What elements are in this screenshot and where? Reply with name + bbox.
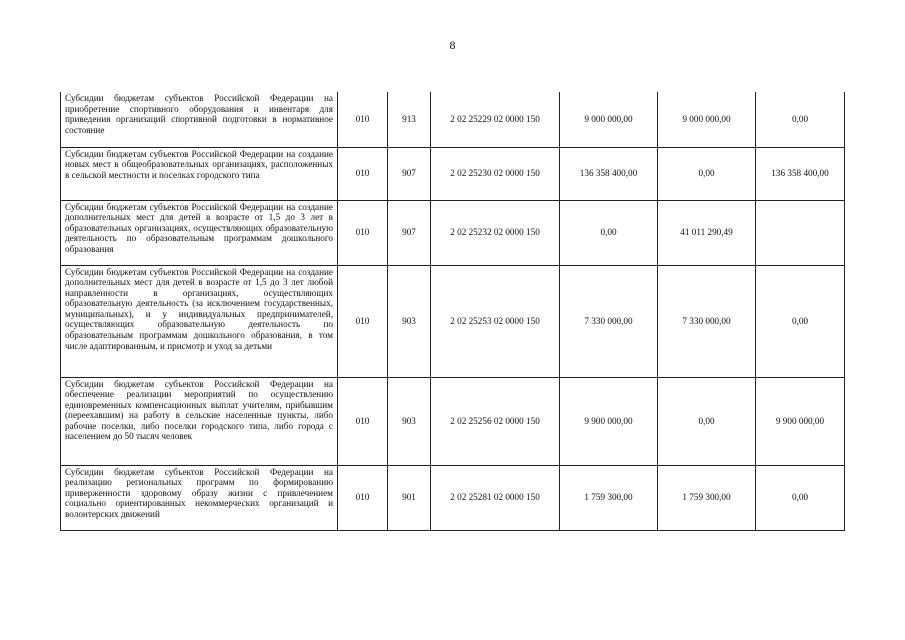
- classification-code: 2 02 25229 02 0000 150: [431, 92, 560, 147]
- classification-code: 2 02 25253 02 0000 150: [431, 265, 560, 377]
- row-description: Субсидии бюджетам субъектов Российской Федерации на обеспечение реализации мероприятий по осуществлению единовременных компенсационных выплат учителям, прибывшим (переехавшим) на работу в сельские населенные пункты, либо рабочие поселки, либо поселки городского типа, либо города с населением до 50 тысяч человек: [61, 377, 338, 465]
- amount-3: 0,00: [756, 92, 845, 147]
- table-row: [61, 200, 845, 265]
- table-row: [61, 92, 845, 147]
- admin-code: 901: [388, 465, 431, 530]
- amount-2: 1 759 300,00: [658, 465, 756, 530]
- row-description: Субсидии бюджетам субъектов Российской Федерации на приобретение спортивного оборудования и инвентаря для приведения организаций спортивной подготовки в нормативное состояние: [61, 92, 338, 147]
- table-row: [61, 265, 845, 377]
- classification-code: 2 02 25256 02 0000 150: [431, 377, 560, 465]
- amount-3: 9 900 000,00: [756, 377, 845, 465]
- classification-code: 2 02 25232 02 0000 150: [431, 200, 560, 265]
- amount-2: 0,00: [658, 377, 756, 465]
- amount-3: [756, 200, 845, 265]
- row-description: Субсидии бюджетам субъектов Российской Федерации на реализацию региональных программ по формированию приверженности здоровому образу жизни с привлечением социально ориентированных некоммерческих организаций и волонтерских движений: [61, 465, 338, 530]
- amount-1: 9 900 000,00: [560, 377, 658, 465]
- budget-table: [60, 92, 845, 531]
- amount-3: 136 358 400,00: [756, 147, 845, 200]
- row-description: Субсидии бюджетам субъектов Российской Федерации на создание новых мест в общеобразовательных организациях, расположенных в сельской местности и поселках городского типа: [61, 147, 338, 200]
- amount-1: 7 330 000,00: [560, 265, 658, 377]
- amount-1: 9 000 000,00: [560, 92, 658, 147]
- section-code: 010: [338, 265, 388, 377]
- admin-code: 907: [388, 147, 431, 200]
- table-row: [61, 465, 845, 530]
- classification-code: 2 02 25281 02 0000 150: [431, 465, 560, 530]
- row-description: Субсидии бюджетам субъектов Российской Федерации на создание дополнительных мест для детей в возрасте от 1,5 до 3 лет любой направленности в организациях, осуществляющих образовательную деятельность (за исключением государственных, муниципальных), и у индивидуальных предпринимателей, осуществляющих образовательную деятельность по образовательным программам дошкольного образования, в том числе адаптированным, и присмотр и уход за детьми: [61, 265, 338, 377]
- section-code: 010: [338, 147, 388, 200]
- admin-code: 913: [388, 92, 431, 147]
- table-row: [61, 377, 845, 465]
- amount-2: 41 011 290,49: [658, 200, 756, 265]
- admin-code: 903: [388, 265, 431, 377]
- classification-code: 2 02 25230 02 0000 150: [431, 147, 560, 200]
- amount-2: 0,00: [658, 147, 756, 200]
- page-number: 8: [449, 38, 456, 52]
- amount-3: 0,00: [756, 465, 845, 530]
- admin-code: 907: [388, 200, 431, 265]
- row-description: Субсидии бюджетам субъектов Российской Федерации на создание дополнительных мест для детей в возрасте от 1,5 до 3 лет в образовательных организациях, осуществляющих образовательную деятельность по образовательным программам дошкольного образования: [61, 200, 338, 265]
- section-code: 010: [338, 377, 388, 465]
- amount-1: 0,00: [560, 200, 658, 265]
- table-row: [61, 147, 845, 200]
- amount-1: 1 759 300,00: [560, 465, 658, 530]
- admin-code: 903: [388, 377, 431, 465]
- amount-2: 9 000 000,00: [658, 92, 756, 147]
- amount-1: 136 358 400,00: [560, 147, 658, 200]
- section-code: 010: [338, 200, 388, 265]
- section-code: 010: [338, 465, 388, 530]
- section-code: 010: [338, 92, 388, 147]
- amount-2: 7 330 000,00: [658, 265, 756, 377]
- amount-3: 0,00: [756, 265, 845, 377]
